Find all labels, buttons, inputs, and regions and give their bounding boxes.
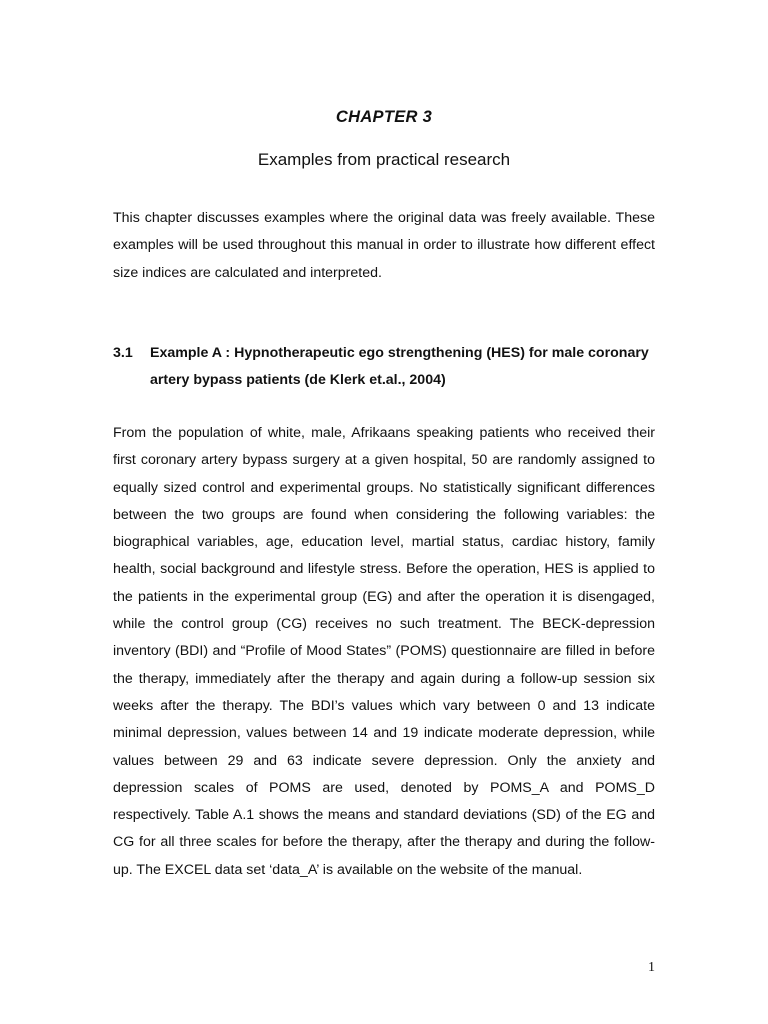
page-number: 1 <box>648 960 655 975</box>
body-paragraph: From the population of white, male, Afrikaans speaking patients who received their first coronary artery bypass surgery at a given hospital, 50 are randomly assigned to equally sized control and experimental groups. No statistically significant differences between the two groups are found when considering the following variables: the biographical variables, age, education level, martial status, cardiac history, family health, social background and lifestyle stress. Before the operation, HES is applied to the patients in the experimental group (EG) and after the operation it is disengaged, while the control group (CG) receives no such treatment. The BECK-depression inventory (BDI) and “Profile of Mood States” (POMS) questionnaire are filled in before the therapy, immediately after the therapy and again during a follow-up session six weeks after the therapy. The BDI’s values which vary between 0 and 13 indicate minimal depression, values between 14 and 19 indicate moderate depression, while values between 29 and 63 indicate severe depression. Only the anxiety and depression scales of POMS are used, denoted by POMS_A and POMS_D respectively. Table A.1 shows the means and standard deviations (SD) of the EG and CG for all three scales for before the therapy, after the therapy and during the follow-up. The EXCEL data set ‘data_A’ is available on the website of the manual. <box>113 425 655 878</box>
chapter-heading: CHAPTER 3 <box>335 108 433 126</box>
section-title: Example A : Hypnotherapeutic ego strengthening (HES) for male coronary artery bypass patients (de Klerk et.al., 2004) <box>150 345 649 389</box>
section-number: 3.1 <box>113 345 133 361</box>
intro-paragraph: This chapter discusses examples where the original data was freely available. These examples will be used throughout this manual in order to illustrate how different effect size indices are calculated and interpreted. <box>113 210 655 281</box>
chapter-subtitle: Examples from practical research <box>257 150 511 169</box>
